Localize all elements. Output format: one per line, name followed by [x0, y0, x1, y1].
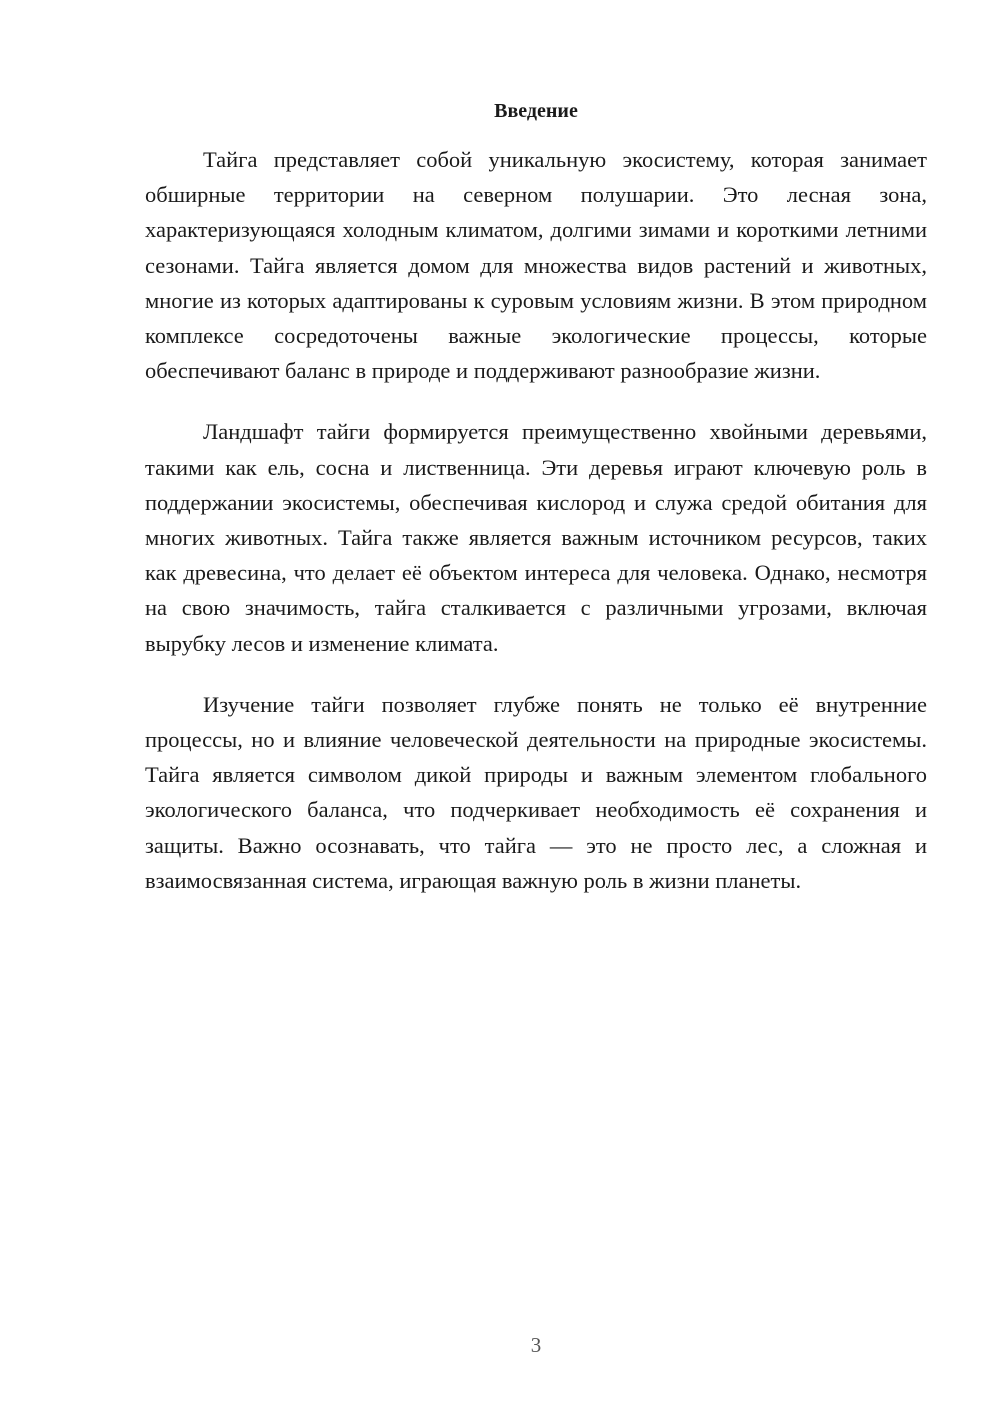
paragraph-3: Изучение тайги позволяет глубже понять не только её внутренние процессы, но и влияние человеческой деятельности на природные экосистемы. Тайга является символом дикой природы и важным элементом глобального экологического баланса, что подчеркивает необходимость её сохранения и защиты. Важно осознавать, что тайга — это не просто лес, а сложная и взаимосвязанная система, играющая важную роль в жизни планеты. [145, 691, 927, 893]
body-text [145, 142, 927, 924]
paragraph-1: Тайга представляет собой уникальную экосистему, которая занимает обширные территории на северном полушарии. Это лесная зона, характеризующаяся холодным климатом, долгими зимами и короткими летними сезонами. Тайга является домом для множества видов растений и животных, многие из которых адаптированы к суровым условиям жизни. В этом природном комплексе сосредоточены важные экологические процессы, которые обеспечивают баланс в природе и поддерживают разнообразие жизни. [145, 147, 927, 384]
page-number: 3 [530, 1333, 542, 1357]
section-heading: Введение [494, 100, 578, 122]
paragraph-2: Ландшафт тайги формируется преимущественно хвойными деревьями, такими как ель, сосна и лиственница. Эти деревья играют ключевую роль в поддержании экосистемы, обеспечивая кислород и служа средой обитания для многих животных. Тайга также является важным источником ресурсов, таких как древесина, что делает её объектом интереса для человека. Однако, несмотря на свою значимость, тайга сталкивается с различными угрозами, включая вырубку лесов и изменение климата. [145, 419, 927, 656]
